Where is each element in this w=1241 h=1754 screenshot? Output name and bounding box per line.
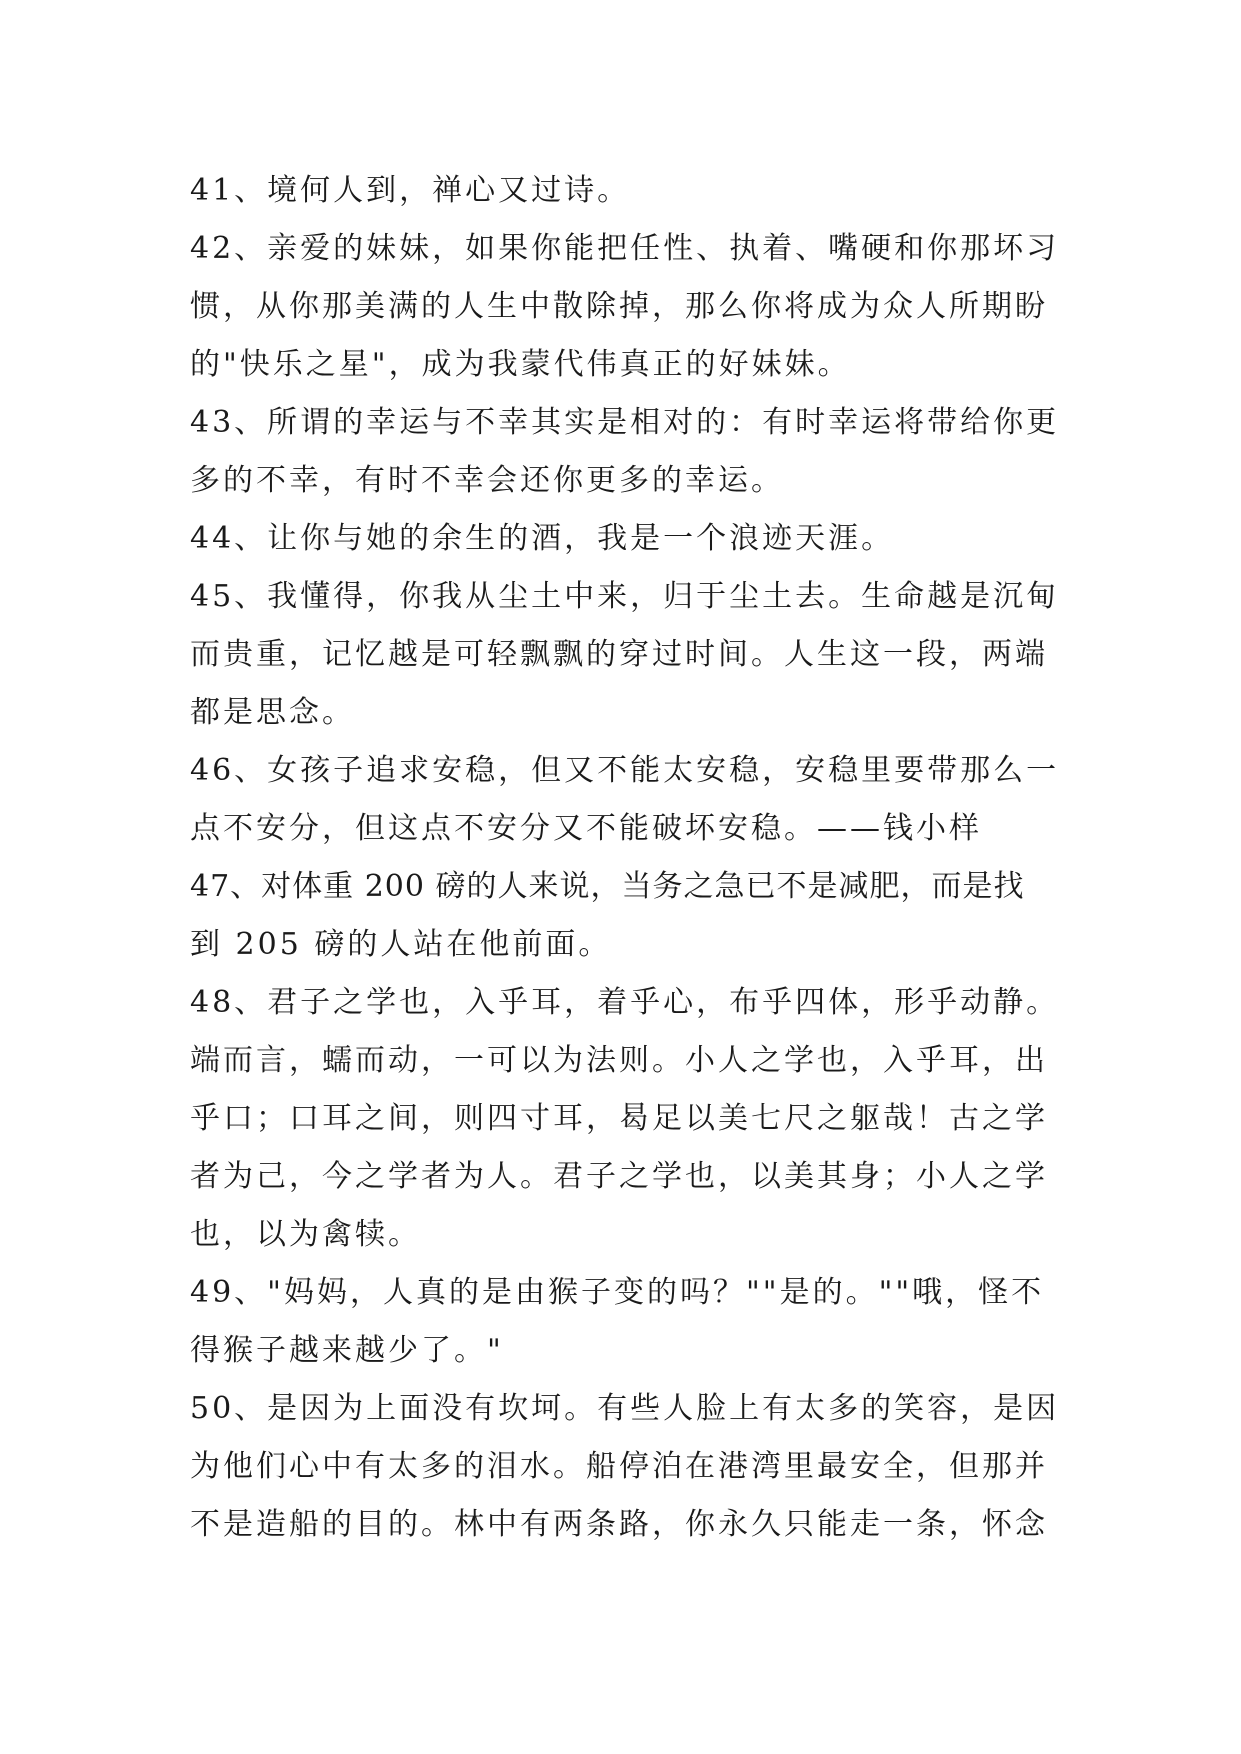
text-line: 惯，从你那美满的人生中散除掉，那么你将成为众人所期盼 — [190, 289, 1048, 324]
document-body — [190, 162, 1070, 1554]
text-line: 者为己，今之学者为人。君子之学也，以美其身；小人之学 — [190, 1159, 1048, 1194]
text-line: 而贵重，记忆越是可轻飘飘的穿过时间。人生这一段，两端 — [190, 637, 1048, 672]
text-line: 46、女孩子追求安稳，但又不能太安稳，安稳里要带那么一 — [190, 753, 1060, 788]
text-line: 端而言，蠕而动，一可以为法则。小人之学也，入乎耳，出 — [190, 1043, 1048, 1078]
text-line: 49、"妈妈，人真的是由猴子变的吗？""是的。""哦，怪不 — [190, 1275, 1045, 1310]
text-line: 多的不幸，有时不幸会还你更多的幸运。 — [190, 463, 784, 498]
text-line: 乎口；口耳之间，则四寸耳，曷足以美七尺之躯哉！古之学 — [190, 1101, 1048, 1136]
text-line: 45、我懂得，你我从尘土中来，归于尘土去。生命越是沉甸 — [190, 579, 1060, 614]
text-line: 为他们心中有太多的泪水。船停泊在港湾里最安全，但那并 — [190, 1449, 1048, 1484]
text-line: 43、所谓的幸运与不幸其实是相对的：有时幸运将带给你更 — [190, 405, 1060, 440]
text-line: 41、境何人到，禅心又过诗。 — [190, 173, 631, 208]
text-line: 48、君子之学也，入乎耳，着乎心，布乎四体，形乎动静。 — [190, 985, 1060, 1020]
text-line: 不是造船的目的。林中有两条路，你永久只能走一条，怀念 — [190, 1507, 1048, 1542]
text-line: 也，以为禽犊。 — [190, 1217, 421, 1252]
text-line: 到 205 磅的人站在他前面。 — [190, 927, 612, 962]
text-line: 得猴子越来越少了。" — [190, 1333, 504, 1368]
text-line: 42、亲爱的妹妹，如果你能把任性、执着、嘴硬和你那坏习 — [190, 231, 1060, 266]
text-line: 点不安分，但这点不安分又不能破坏安稳。——钱小样 — [190, 811, 982, 846]
text-line: 44、让你与她的余生的酒，我是一个浪迹天涯。 — [190, 521, 895, 556]
text-line: 的"快乐之星"，成为我蒙代伟真正的好妹妹。 — [190, 347, 851, 382]
text-line: 47、对体重 200 磅的人来说，当务之急已不是减肥，而是找 — [190, 869, 1025, 904]
text-line: 都是思念。 — [190, 695, 355, 730]
text-line: 50、是因为上面没有坎坷。有些人脸上有太多的笑容，是因 — [190, 1391, 1060, 1426]
